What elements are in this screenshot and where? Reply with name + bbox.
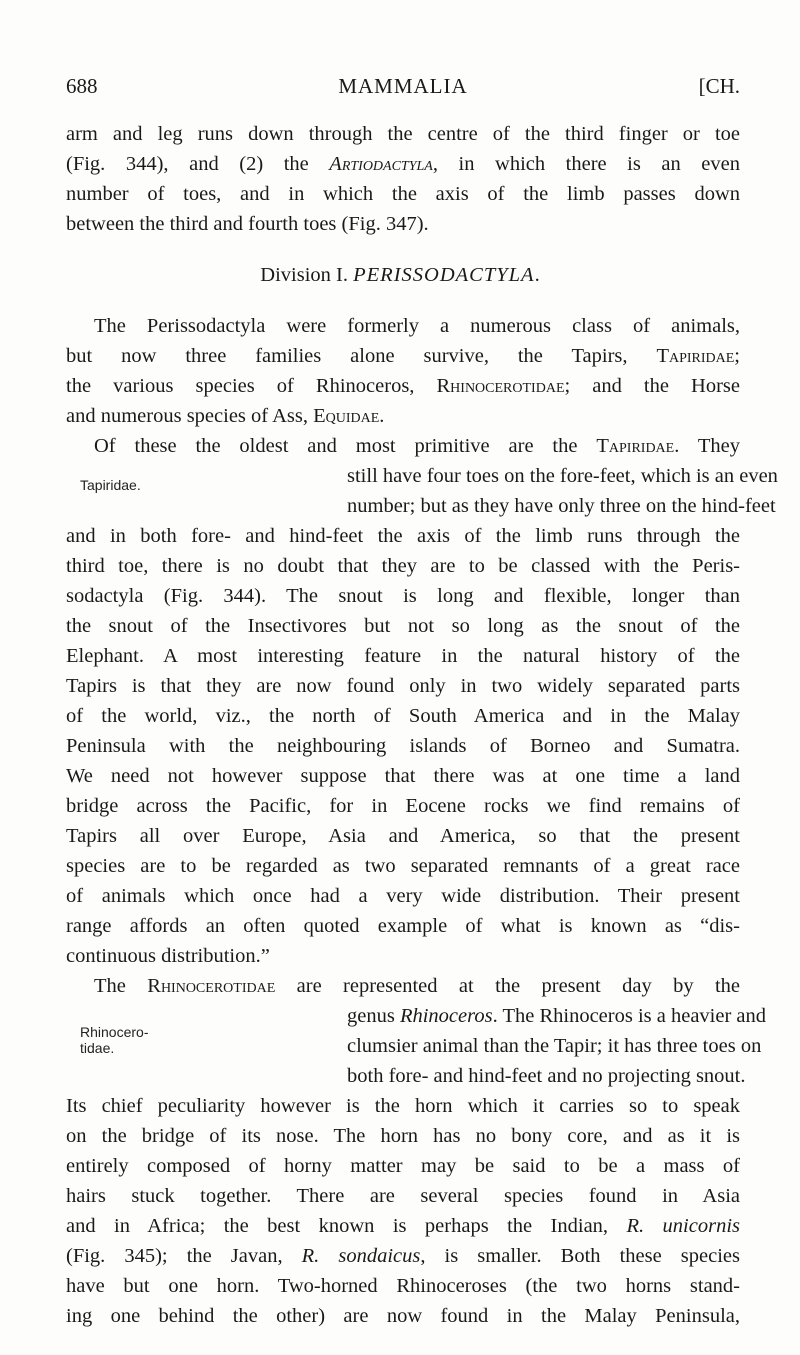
- text-line: (Fig. 345); the Javan, R. sondaicus, is smaller. Both these species: [66, 1245, 740, 1267]
- text-line: but now three families alone survive, the Tapirs, Tapiridae;: [66, 345, 740, 367]
- text-line: range affords an often quoted example of what is known as “dis-: [66, 915, 740, 937]
- text-line: Tapirs is that they are now found only in two widely separated parts: [66, 675, 740, 697]
- running-header: [66, 74, 740, 104]
- text-line: hairs stuck together. There are several species found in Asia: [66, 1185, 740, 1207]
- text-line: number; but as they have only three on the hind-feet: [347, 495, 776, 517]
- text-line: arm and leg runs down through the centre of the third finger or toe: [66, 123, 740, 145]
- text-line: the snout of the Insectivores but not so long as the snout of the: [66, 615, 740, 637]
- text-line: clumsier animal than the Tapir; it has three toes on: [347, 1035, 762, 1057]
- text-line: of the world, viz., the north of South America and in the Malay: [66, 705, 740, 727]
- text-line: the various species of Rhinoceros, Rhinocerotidae; and the Horse: [66, 375, 740, 397]
- text-line: number of toes, and in which the axis of the limb passes down: [66, 183, 740, 205]
- text-line: on the bridge of its nose. The horn has no bony core, and as it is: [66, 1125, 740, 1147]
- text-line: Its chief peculiarity however is the horn which it carries so to speak: [66, 1095, 740, 1117]
- text-line: sodactyla (Fig. 344). The snout is long and flexible, longer than: [66, 585, 740, 607]
- text-line: and in Africa; the best known is perhaps the Indian, R. unicornis: [66, 1215, 740, 1237]
- text-line: The Perissodactyla were formerly a numerous class of animals,: [94, 315, 740, 337]
- text-line: (Fig. 344), and (2) the Artiodactyla, in which there is an even: [66, 153, 741, 175]
- text-line: species are to be regarded as two separated remnants of a great race: [66, 855, 740, 877]
- text-line: between the third and fourth toes (Fig. 347).: [66, 213, 429, 235]
- text-line: both fore- and hind-feet and no projecting snout.: [347, 1065, 746, 1087]
- text-line: third toe, there is no doubt that they are to be classed with the Peris-: [66, 555, 740, 577]
- chapter-marker: [CH.: [698, 74, 740, 98]
- text-line: genus Rhinoceros. The Rhinoceros is a heavier and: [347, 1005, 767, 1027]
- text-line: of animals which once had a very wide distribution. Their present: [66, 885, 740, 907]
- text-line: still have four toes on the fore-feet, which is an even: [347, 465, 778, 487]
- text-line: Elephant. A most interesting feature in the natural history of the: [66, 645, 740, 667]
- text-line: have but one horn. Two-horned Rhinoceroses (the two horns stand-: [66, 1275, 740, 1297]
- text-line: We need not however suppose that there was at one time a land: [66, 765, 740, 787]
- text-line: and numerous species of Ass, Equidae.: [66, 405, 385, 427]
- text-line: Tapirs all over Europe, Asia and America, so that the present: [66, 825, 740, 847]
- text-line: entirely composed of horny matter may be said to be a mass of: [66, 1155, 740, 1177]
- text-line: bridge across the Pacific, for in Eocene rocks we find remains of: [66, 795, 740, 817]
- text-line: continuous distribution.”: [66, 945, 270, 967]
- text-line: ing one behind the other) are now found in the Malay Peninsula,: [66, 1305, 740, 1327]
- margin-note-tapiridae: Tapiridae.: [80, 477, 141, 493]
- running-title: MAMMALIA: [338, 74, 468, 98]
- text-line: The Rhinocerotidae are represented at the present day by the: [94, 975, 740, 997]
- margin-note-rhinocerotidae: Rhinocero- tidae.: [80, 1024, 149, 1056]
- page-number: 688: [66, 74, 98, 98]
- text-line: Peninsula with the neighbouring islands of Borneo and Sumatra.: [66, 735, 740, 757]
- division-heading: Division I. PERISSODACTYLA.: [260, 264, 540, 286]
- text-line: and in both fore- and hind-feet the axis of the limb runs through the: [66, 525, 740, 547]
- text-line: Of these the oldest and most primitive are the Tapiridae. They: [94, 435, 740, 457]
